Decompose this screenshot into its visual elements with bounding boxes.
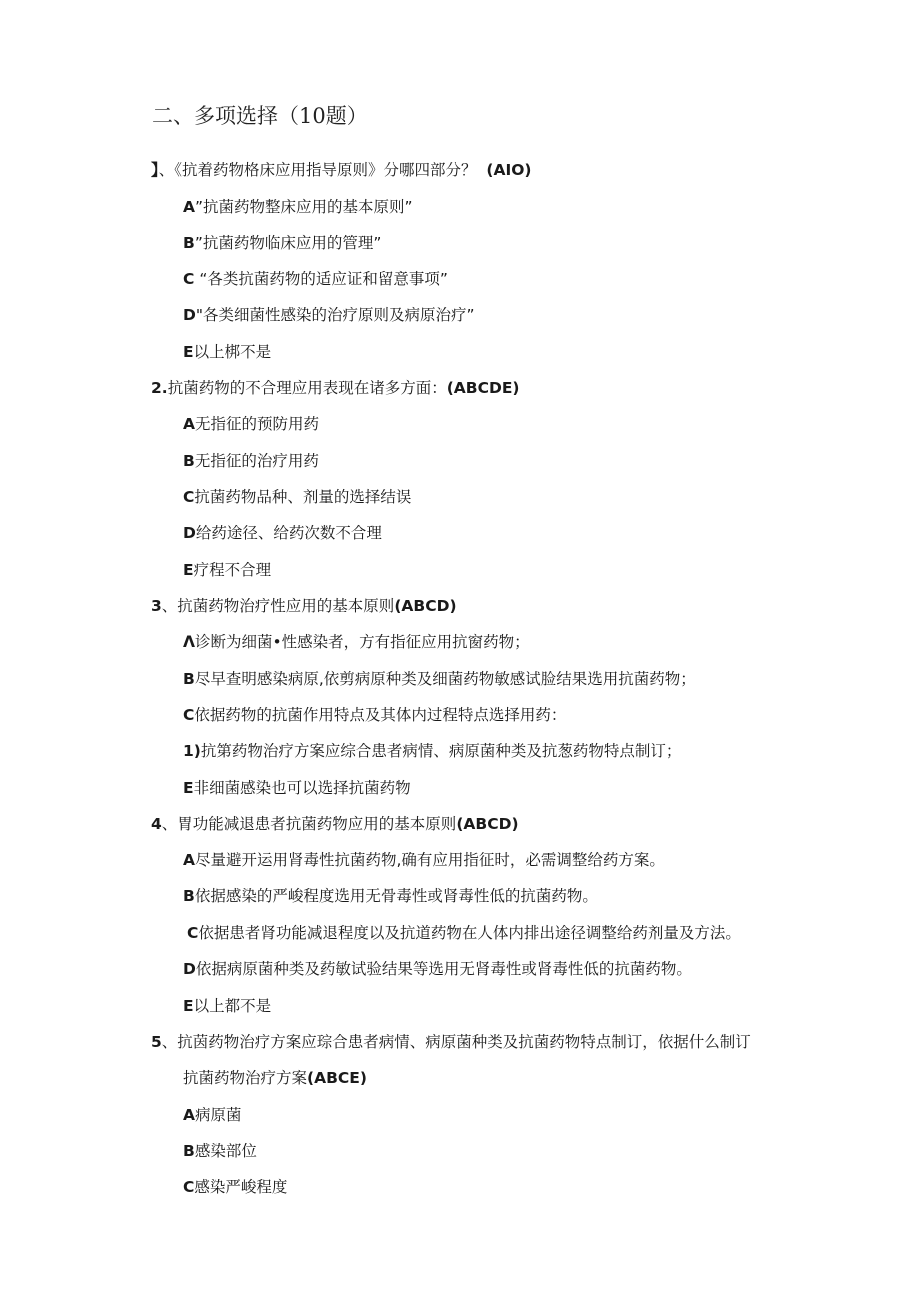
option-letter: E xyxy=(183,343,194,361)
option-text: 病原菌 xyxy=(195,1106,242,1124)
option-5a xyxy=(183,1104,242,1126)
option-text: 尽早查明感染病原,依剪病原种类及细菌药物敏感试脸结果选用抗菌药物； xyxy=(194,670,696,688)
question-number: 2. xyxy=(151,379,168,397)
option-2c xyxy=(183,486,411,508)
question-number: 3 xyxy=(151,597,162,615)
question-number: 】 xyxy=(151,161,159,179)
question-number: 5 xyxy=(151,1033,162,1051)
option-2b xyxy=(183,450,319,472)
option-text: 以上梆不是 xyxy=(193,343,272,361)
option-text: 感染部位 xyxy=(194,1142,257,1160)
option-text: 诊断为细菌•性感染者，方有指征应用抗窗药物； xyxy=(195,633,530,651)
option-1b xyxy=(183,232,381,254)
question-text-continued: 抗菌药物治疗方案 xyxy=(183,1069,308,1087)
option-letter: A xyxy=(183,198,195,216)
option-1c xyxy=(183,268,448,290)
question-5 xyxy=(151,1031,751,1053)
option-text: ”抗菌药物整床应用的基本原则” xyxy=(195,198,413,216)
option-letter: E xyxy=(183,561,194,579)
option-letter: A xyxy=(183,851,195,869)
option-text: 给药途径、给药次数不合理 xyxy=(195,524,382,542)
option-text: "各类细菌性感染的治疗原则及病原治疗” xyxy=(195,306,475,324)
option-letter: C xyxy=(183,270,195,288)
option-text: 抗菌药物品种、剂量的选择结误 xyxy=(194,488,412,506)
option-letter: B xyxy=(183,670,195,688)
option-letter: E xyxy=(183,779,194,797)
question-1 xyxy=(151,159,532,181)
question-text: 抗菌药物的不合理应用表现在诸多方面： xyxy=(167,379,447,397)
option-text: 尽量避开运用肾毒性抗菌药物,确有应用指征时，必需调整给药方案。 xyxy=(195,851,665,869)
section-title: 二、多项选择（10题） xyxy=(152,104,368,128)
option-text: “各类抗菌药物的适应证和留意事项” xyxy=(199,270,448,288)
question-3 xyxy=(151,595,457,617)
option-letter: B xyxy=(183,887,195,905)
option-text: 抗第药物治疗方案应综合患者病情、病原菌种类及抗葱药物特点制订； xyxy=(200,742,682,760)
option-2e xyxy=(183,559,271,581)
answer-key: (ABCE) xyxy=(307,1069,367,1087)
answer-key: (ABCD) xyxy=(456,815,519,833)
option-text: 非细菌感染也可以选择抗菌药物 xyxy=(193,779,411,797)
option-letter: D xyxy=(183,960,196,978)
option-4e xyxy=(183,995,271,1017)
option-letter: B xyxy=(183,1142,195,1160)
option-text: 无指征的预防用药 xyxy=(195,415,320,433)
option-3c xyxy=(183,704,566,726)
option-3d xyxy=(183,740,681,762)
question-4 xyxy=(151,813,519,835)
option-4b xyxy=(183,885,598,907)
option-text: 感染严峻程度 xyxy=(194,1178,288,1196)
option-text: 依据病原菌种类及药敏试验结果等选用无肾毒性或肾毒性低的抗菌药物。 xyxy=(195,960,692,978)
option-text: ”抗菌药物临床应用的管理” xyxy=(194,234,382,252)
option-letter: A xyxy=(183,415,195,433)
answer-key: (ABCD) xyxy=(394,597,457,615)
option-5b xyxy=(183,1140,257,1162)
option-letter: C xyxy=(183,706,195,724)
question-text: 、抗茵药物治疗方案应琮合患者病情、病原菌种类及抗菌药物特点制订，依据什么制订 xyxy=(161,1033,751,1051)
question-number: 4 xyxy=(151,815,162,833)
option-2a xyxy=(183,413,319,435)
option-text: 依据药物的抗菌作用特点及其体内过程特点选择用药： xyxy=(194,706,567,724)
option-text: 无指征的治疗用药 xyxy=(194,452,319,470)
option-letter: B xyxy=(183,234,195,252)
option-letter: C xyxy=(183,488,195,506)
option-3e xyxy=(183,777,411,799)
option-2d xyxy=(183,522,382,544)
option-letter: D xyxy=(183,524,196,542)
question-5-continuation xyxy=(183,1067,367,1089)
option-letter: C xyxy=(183,1178,195,1196)
option-1a xyxy=(183,196,413,218)
option-5c xyxy=(183,1176,287,1198)
option-4a xyxy=(183,849,665,871)
option-4c xyxy=(187,922,741,944)
option-letter: 1) xyxy=(183,742,201,760)
option-letter: E xyxy=(183,997,194,1015)
option-1d xyxy=(183,304,475,326)
option-letter: Λ xyxy=(183,633,195,651)
option-3b xyxy=(183,668,696,690)
option-letter: C xyxy=(187,924,199,942)
answer-key: (AIO) xyxy=(486,161,532,179)
option-letter: A xyxy=(183,1106,195,1124)
option-letter: B xyxy=(183,452,195,470)
option-3a xyxy=(183,631,530,653)
answer-key: (ABCDE) xyxy=(446,379,520,397)
option-text: 依据患者肾功能减退程度以及抗道药物在人体内排出途径调整给药剂量及方法。 xyxy=(198,924,741,942)
option-4d xyxy=(183,958,692,980)
question-text: 、胃功能减退患者抗菌药物应用的基本原则 xyxy=(161,815,457,833)
question-2 xyxy=(151,377,520,399)
question-text: 、抗菌药物治疗性应用的基本原则 xyxy=(161,597,395,615)
option-text: 疗程不合理 xyxy=(193,561,272,579)
question-text: 、《抗着药物格床应用指导原则》分哪四部分？ xyxy=(158,161,477,179)
option-1e xyxy=(183,341,271,363)
option-text: 以上都不是 xyxy=(193,997,272,1015)
option-text: 依据感染的严峻程度选用无骨毒性或肾毒性低的抗菌药物。 xyxy=(194,887,598,905)
option-letter: D xyxy=(183,306,196,324)
